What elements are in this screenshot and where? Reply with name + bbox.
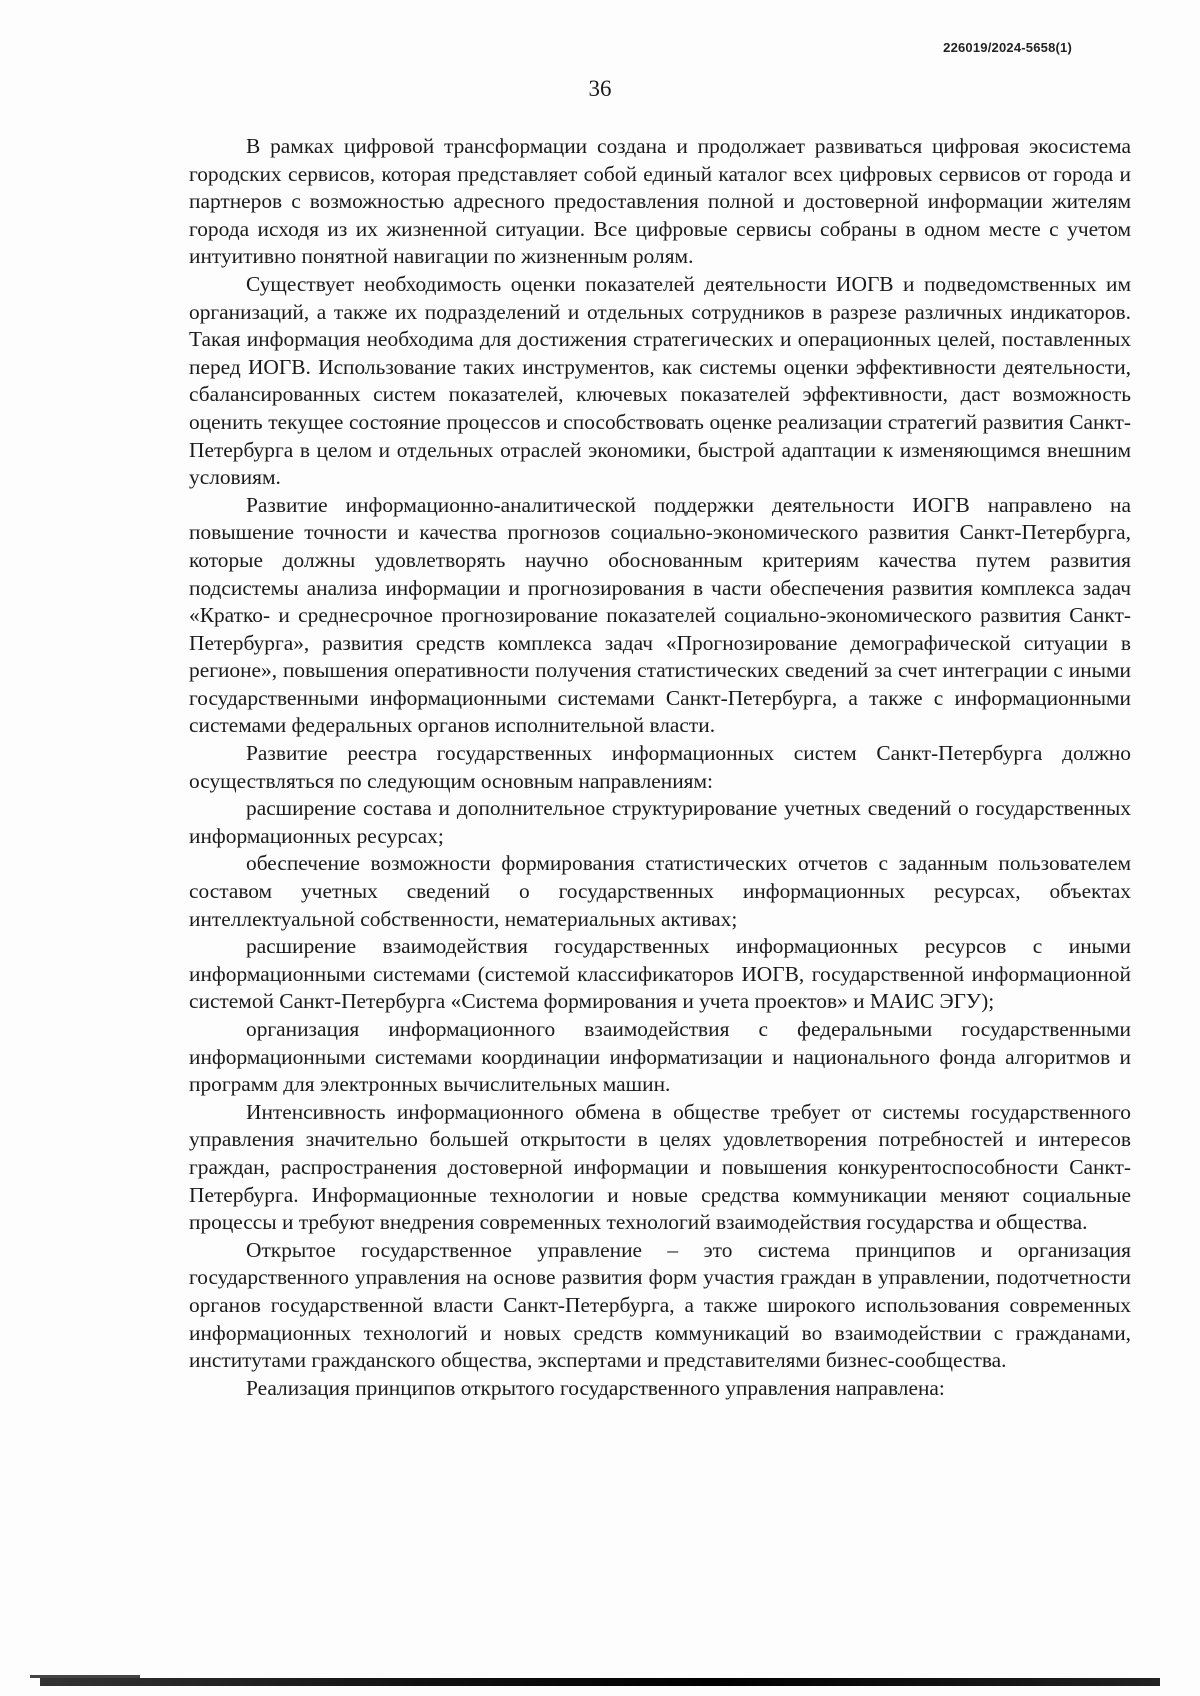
document-id: 226019/2024-5658(1) [943,40,1072,55]
body-text [189,133,1131,1402]
list-item: расширение состава и дополнительное структурирование учетных сведений о государственных информационных ресурсах; [189,796,1131,848]
paragraph: В рамках цифровой трансформации создана и продолжает развиваться цифровая экосистема городских сервисов, которая представляет собой единый каталог всех цифровых сервисов от города и партнеров с возможностью адресного предоставления полной и достоверной информации жителям города исходя из их жизненной ситуации. Все цифровые сервисы собраны в одном месте с учетом интуитивно понятной навигации по жизненным ролям. [189,134,1131,269]
page-number: 36 [588,76,612,101]
paragraph: Открытое государственное управление – это система принципов и организация государственного управления на основе развития форм участия граждан в управлении, подотчетности органов государственной власти Санкт-Петербурга, а также широкого использования современных информационных технологий и новых средств коммуникаций во взаимодействии с гражданами, институтами гражданского общества, экспертами и представителями бизнес-сообщества. [189,1237,1131,1373]
list-item: расширение взаимодействия государственных информационных ресурсов с иными информационными системами (системой классификаторов ИОГВ, государственной информационной системой Санкт-Петербурга «Система формирования и учета проектов» и МАИС ЭГУ); [189,934,1131,1014]
list-item: организация информационного взаимодействия с федеральными государственными информационными системами координации информатизации и национального фонда алгоритмов и программ для электронных вычислительных машин. [189,1017,1131,1097]
scan-edge-bar [40,1678,1160,1686]
list-item: обеспечение возможности формирования статистических отчетов с заданным пользователем составом учетных сведений о государственных информационных ресурсах, объектах интеллектуальной собственности, нематериальных активах; [189,851,1131,931]
paragraph: Реализация принципов открытого государственного управления направлена: [246,1375,945,1400]
paragraph: Существует необходимость оценки показателей деятельности ИОГВ и подведомственных им организаций, а также их подразделений и отдельных сотрудников в разрезе различных индикаторов. Такая информация необходима для достижения стратегических и операционных целей, поставленных перед ИОГВ. Использование таких инструментов, как системы оценки эффективности деятельности, сбалансированных систем показателей, ключевых показателей эффективности, даст возможность оценить текущее состояние процессов и способствовать оценке реализации стратегий развития Санкт-Петербурга в целом и отдельных отраслей экономики, быстрой адаптации к изменяющимся внешним условиям. [189,271,1131,490]
paragraph: Развитие информационно-аналитической поддержки деятельности ИОГВ направлено на повышение точности и качества прогнозов социально-экономического развития Санкт-Петербурга, которые должны удовлетворять научно обоснованным критериям качества путем развития подсистемы анализа информации и прогнозирования в части обеспечения развития комплекса задач «Кратко- и среднесрочное прогнозирование показателей социально-экономического развития Санкт-Петербурга», развития средств комплекса задач «Прогнозирование демографической ситуации в регионе», повышения оперативности получения статистических сведений за счет интеграции с иными государственными информационными системами Санкт-Петербурга, а также с информационными системами федеральных органов исполнительной власти. [189,492,1131,738]
paragraph: Развитие реестра государственных информационных систем Санкт-Петербурга должно осуществляться по следующим основным направлениям: [189,741,1131,793]
paragraph: Интенсивность информационного обмена в обществе требует от системы государственного управления значительно большей открытости в целях удовлетворения потребностей и интересов граждан, распространения достоверной информации и повышения конкурентоспособности Санкт-Петербурга. Информационные технологии и новые средства коммуникации меняют социальные процессы и требуют внедрения современных технологий взаимодействия государства и общества. [189,1099,1131,1235]
